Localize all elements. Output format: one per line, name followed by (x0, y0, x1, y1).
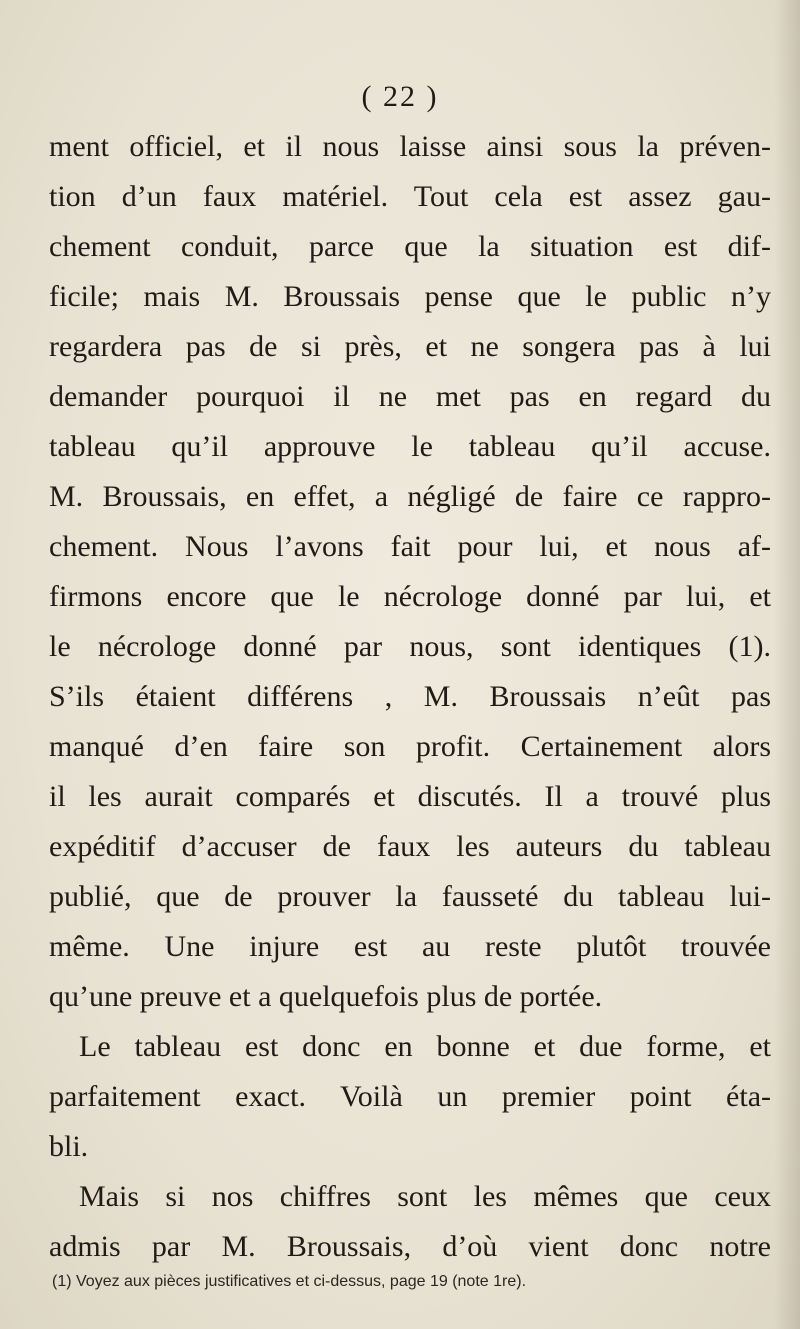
text-line: M. Broussais, en effet, a négligé de faire ce rappro- (49, 480, 771, 513)
text-line: tableau qu’il approuve le tableau qu’il accuse. (49, 430, 771, 463)
text-line: chement conduit, parce que la situation est dif- (49, 230, 771, 263)
text-line: Le tableau est donc en bonne et due forme, et (79, 1030, 771, 1063)
text-line: qu’une preuve et a quelquefois plus de portée. (49, 980, 603, 1013)
text-line: admis par M. Broussais, d’où vient donc notre (49, 1230, 771, 1263)
text-line: bli. (49, 1130, 89, 1163)
text-line: expéditif d’accuser de faux les auteurs du tableau (49, 830, 771, 863)
text-line: il les aurait comparés et discutés. Il a trouvé plus (49, 780, 771, 813)
page-edge-shadow (774, 0, 800, 1329)
text-line: S’ils étaient différens , M. Broussais n’eût pas (49, 680, 771, 713)
text-line: parfaitement exact. Voilà un premier point éta- (49, 1080, 771, 1113)
body-text (49, 122, 771, 1272)
text-line: firmons encore que le nécrologe donné par lui, et (49, 580, 771, 613)
text-line: même. Une injure est au reste plutôt trouvée (49, 930, 771, 963)
text-line: ment officiel, et il nous laisse ainsi sous la préven- (49, 130, 771, 163)
text-line: chement. Nous l’avons fait pour lui, et nous af- (49, 530, 771, 563)
text-line: manqué d’en faire son profit. Certainement alors (49, 730, 771, 763)
text-line: demander pourquoi il ne met pas en regard du (49, 380, 771, 413)
text-line: regardera pas de si près, et ne songera pas à lui (49, 330, 771, 363)
text-line: tion d’un faux matériel. Tout cela est assez gau- (49, 180, 771, 213)
text-line: ficile; mais M. Broussais pense que le public n’y (49, 280, 771, 313)
text-line: publié, que de prouver la fausseté du tableau lui- (49, 880, 771, 913)
text-line: Mais si nos chiffres sont les mêmes que ceux (79, 1180, 771, 1213)
page-number: ( 22 ) (361, 80, 439, 113)
footnote: (1) Voyez aux pièces justificatives et ci-dessus, page 19 (note 1re). (52, 1273, 527, 1290)
text-line: le nécrologe donné par nous, sont identiques (1). (49, 630, 771, 663)
